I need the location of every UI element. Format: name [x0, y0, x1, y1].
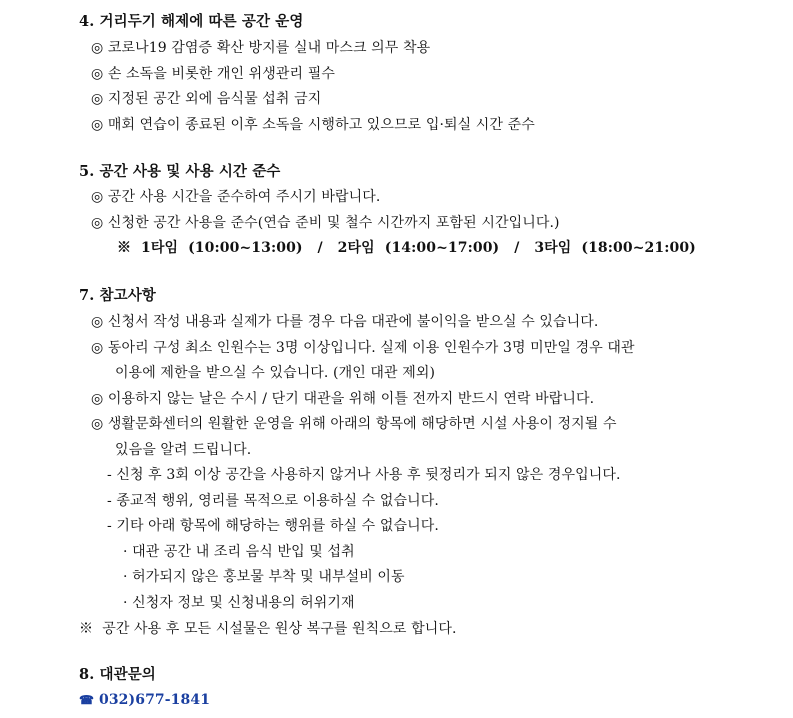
time-slots: ※ 1타임 (10:00~13:00) / 2타임 (14:00~17:00) / 3타임 (18:00~21:00): [117, 240, 696, 256]
section-7-item-4: ◎ 생활문화센터의 원활한 운영을 위해 아래의 항목에 해당하면 시설 사용이 정지될 수: [91, 416, 617, 432]
phone-icon: ☎: [79, 693, 95, 707]
section-4-item-1: ◎ 코로나19 감염증 확산 방지를 실내 마스크 의무 착용: [91, 40, 431, 56]
section-4-item-2: ◎ 손 소독을 비롯한 개인 위생관리 필수: [91, 66, 335, 82]
section-5-item-1: ◎ 공간 사용 시간을 준수하여 주시기 바랍니다.: [91, 189, 381, 205]
section-4-heading: 4. 거리두기 해제에 따른 공간 운영: [79, 13, 304, 30]
section-7-item-3: ◎ 이용하지 않는 날은 수시 / 단기 대관을 위해 이틀 전까지 반드시 연락 바랍니다.: [91, 391, 595, 407]
section-7-bullet-1: · 대관 공간 내 조리 음식 반입 및 섭취: [123, 544, 355, 560]
section-5-item-2: ◎ 신청한 공간 사용을 준수(연습 준비 및 철수 시간까지 포함된 시간입니다.): [91, 215, 560, 231]
section-7-subitem-1: - 신청 후 3회 이상 공간을 사용하지 않거나 사용 후 뒷정리가 되지 않은 경우입니다.: [107, 467, 621, 483]
section-4-item-4: ◎ 매회 연습이 종료된 이후 소독을 시행하고 있으므로 입·퇴실 시간 준수: [91, 117, 535, 133]
section-7-item-4-cont: 있음을 알려 드립니다.: [115, 442, 252, 458]
section-7-subitem-2: - 종교적 행위, 영리를 목적으로 이용하실 수 없습니다.: [107, 493, 439, 509]
section-7-item-2: ◎ 동아리 구성 최소 인원수는 3명 이상입니다. 실제 이용 인원수가 3명 미만일 경우 대관: [91, 340, 635, 356]
section-5-heading: 5. 공간 사용 및 사용 시간 준수: [79, 163, 281, 180]
section-4-item-3: ◎ 지정된 공간 외에 음식물 섭취 금지: [91, 91, 322, 107]
section-7-heading: 7. 참고사항: [79, 287, 156, 304]
section-7-bullet-3: · 신청자 정보 및 신청내용의 허위기재: [123, 595, 355, 611]
section-7-item-2-cont: 이용에 제한을 받으실 수 있습니다. (개인 대관 제외): [115, 365, 436, 381]
section-7-subitem-3: - 기타 아래 항목에 해당하는 행위를 하실 수 없습니다.: [107, 518, 439, 534]
section-7-bullet-2: · 허가되지 않은 홍보물 부착 및 내부설비 이동: [123, 569, 405, 585]
phone-number: 032)677-1841: [99, 692, 211, 708]
section-7-note: ※ 공간 사용 후 모든 시설물은 원상 복구를 원칙으로 합니다.: [79, 621, 457, 637]
contact-phone-line: [79, 690, 210, 710]
section-7-item-1: ◎ 신청서 작성 내용과 실제가 다를 경우 다음 대관에 불이익을 받으실 수 있습니다.: [91, 314, 599, 330]
section-8-heading: 8. 대관문의: [79, 666, 156, 683]
